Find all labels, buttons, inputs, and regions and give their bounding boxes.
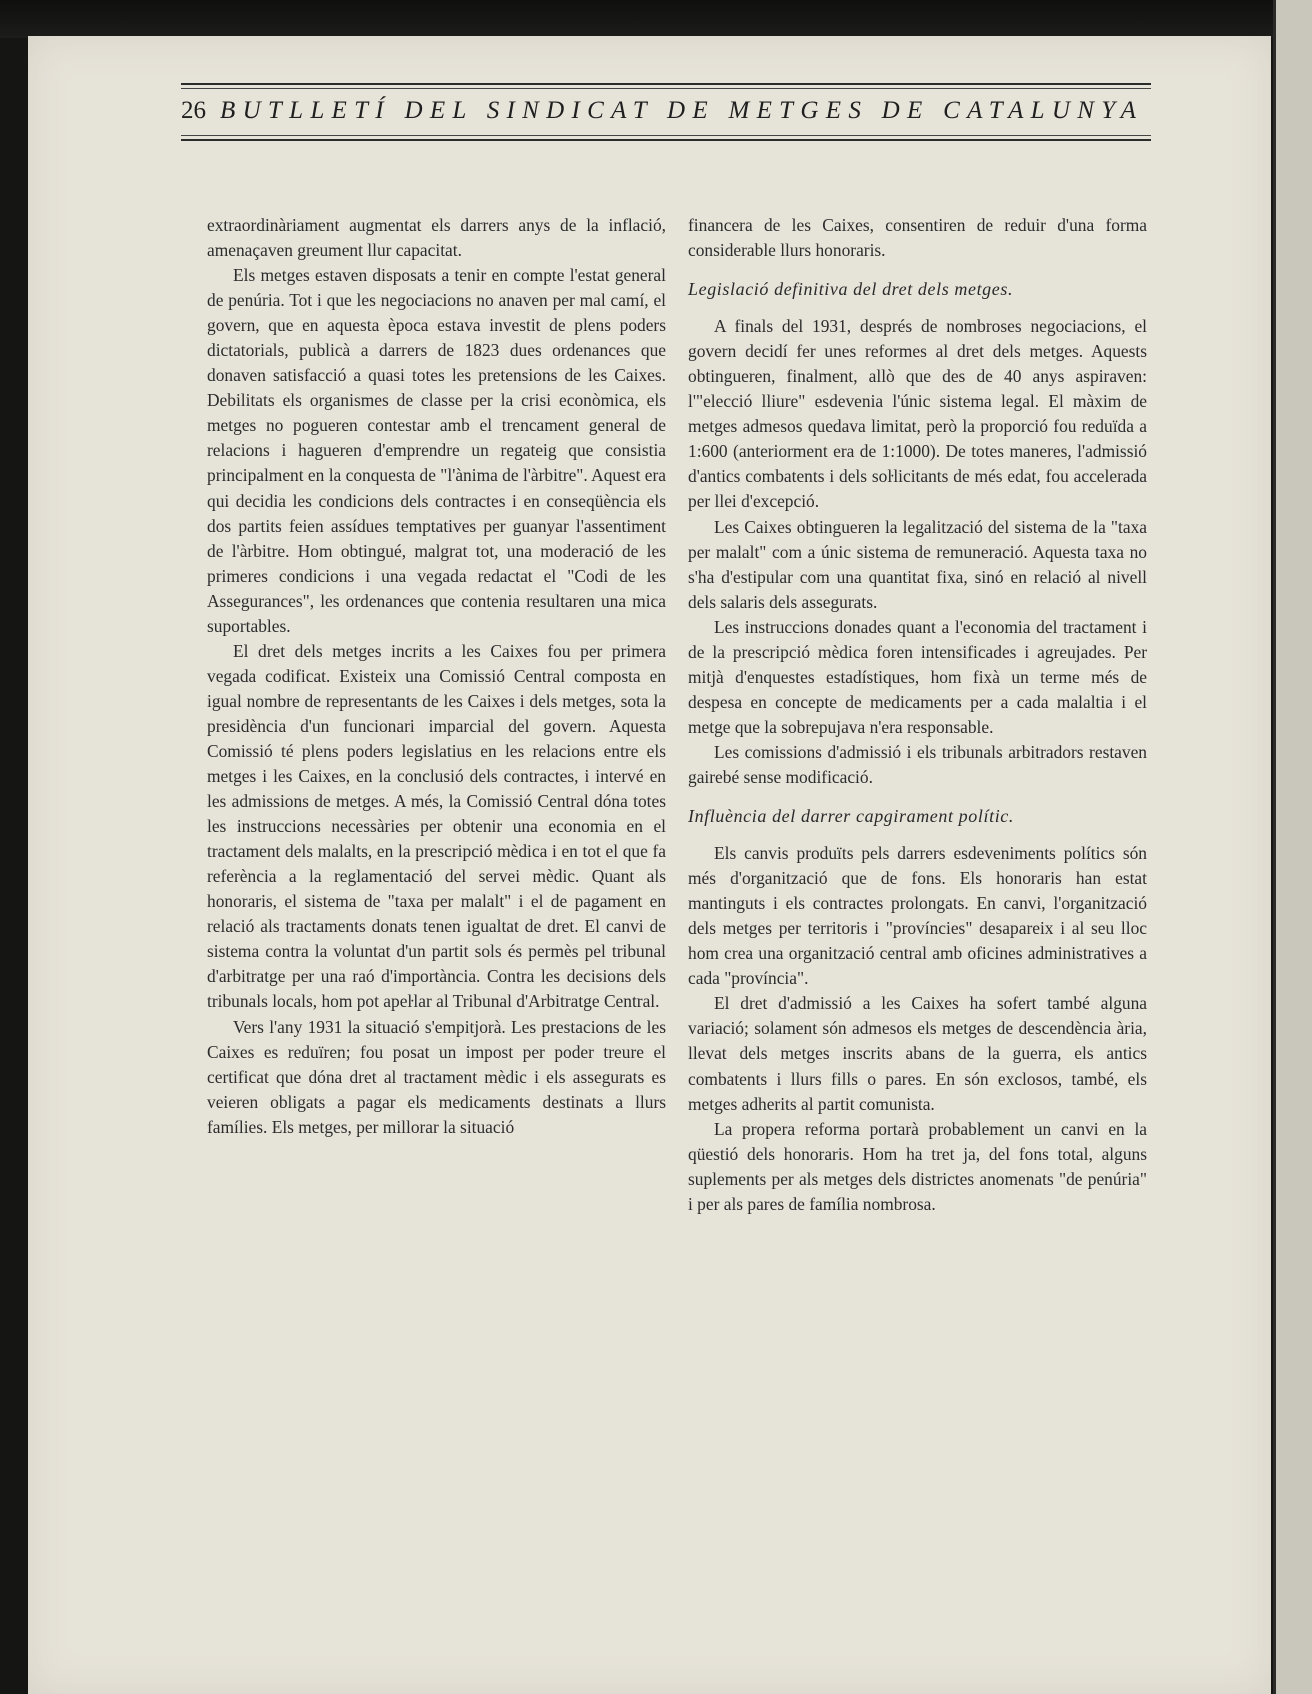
section-heading: Influència del darrer capgirament polític.: [688, 806, 1014, 827]
right-column: [688, 213, 1147, 1217]
page-header: [181, 83, 1151, 141]
header-rules-bottom: [181, 135, 1151, 141]
body-paragraph: El dret d'admissió a les Caixes ha sofert també alguna variació; solament són admesos els metges de descendència ària, llevat dels metges inscrits abans de la guerra, els antics combatents i llurs fills o pares. En són exclosos, també, els metges adherits al partit comunista.: [688, 993, 1147, 1114]
header-line: [181, 97, 1151, 127]
body-paragraph: Vers l'any 1931 la situació s'empitjorà. Les prestacions de les Caixes es reduïren; fou posat un impost per poder treure el certificat que dóna dret al tractament mèdic i els assegurats es veieren obligats a pagar els medicaments destinats a llurs famílies. Els metges, per millorar la situació: [207, 1016, 666, 1137]
running-title: BUTLLETÍ DEL SINDICAT DE METGES DE CATALUNYA: [220, 97, 1144, 124]
body-paragraph: Les comissions d'admissió i els tribunals arbitradors restaven gairebé sense modificació.: [688, 741, 1147, 787]
body-paragraph: La propera reforma portarà probablement un canvi en la qüestió dels honoraris. Hom ha tret ja, del fons total, alguns suplements per als metges dels districtes anomenats "de penúria" i per als pares de família nombrosa.: [688, 1118, 1147, 1214]
header-rule: [181, 139, 1151, 141]
body-paragraph: Les Caixes obtingueren la legalització del sistema de la "taxa per malalt" com a únic sistema de remuneració. Aquesta taxa no s'ha d'estipular com una quantitat fixa, sinó en relació al nivell dels salaris dels assegurats.: [688, 516, 1147, 612]
scan-background-top: [0, 0, 1312, 38]
header-rule: [181, 135, 1151, 136]
section-heading: Legislació definitiva del dret dels metges.: [688, 279, 1014, 300]
header-rule: [181, 88, 1151, 89]
body-paragraph: extraordinàriament augmentat els darrers anys de la inflació, amenaçaven greument llur capacitat.: [207, 215, 666, 261]
page-number: 26: [181, 97, 206, 124]
body-paragraph: financera de les Caixes, consentiren de reduir d'una forma considerable llurs honoraris.: [688, 215, 1147, 261]
body-paragraph: A finals del 1931, després de nombroses negociacions, el govern decidí fer unes reformes al dret dels metges. Aquests obtingueren, finalment, allò que des de 40 anys aspiraven: l'"elecció lliure" esdevenia l'únic sistema legal. El màxim de metges admesos quedava limitat, però la proporció fou reduïda a 1:600 (anteriorment era de 1:1000). De totes maneres, l'admissió d'antics combatents i dels soŀlicitants de més edat, fou accelerada per llei d'excepció.: [688, 316, 1147, 512]
body-paragraph: El dret dels metges incrits a les Caixes fou per primera vegada codificat. Existeix una Comissió Central composta en igual nombre de representants de les Caixes i dels metges, sota la presidència d'un funcionari imparcial del govern. Aquesta Comissió té plens poders legislatius en les relacions entre els metges i les Caixes, en la conclusió dels contractes, i intervé en les admissions de metges. A més, la Comissió Central dóna totes les instruccions necessàries per obtenir una economia en el tractament dels malalts, en la prescripció mèdica i en tot el que fa referència a la reglamentació del servei mèdic. Quant als honoraris, el sistema de "taxa per malalt" i el de pagament en relació als tractaments donats tenen igualtat de dret. El canvi de sistema contra la voluntat d'un partit sols és permès pel tribunal d'arbitratge per una raó d'importància. Contra les decisions dels tribunals locals, hom pot apeŀlar al Tribunal d'Arbitratge Central.: [207, 640, 666, 1012]
body-paragraph: Els canvis produïts pels darrers esdeveniments polítics són més d'organització que de fons. Els honoraris han estat mantinguts i els contractes prolongats. En canvi, l'organització dels metges per territoris i "províncies" desapareix i al seu lloc hom crea una organització central amb oficines administratives a cada "província".: [688, 843, 1147, 989]
header-rule: [181, 83, 1151, 85]
scan-next-page-edge: [1273, 0, 1312, 1694]
header-rules-top: [181, 83, 1151, 89]
body-paragraph: Les instruccions donades quant a l'economia del tractament i de la prescripció mèdica foren intensificades i agreujades. Per mitjà d'enquestes estadístiques, hom fixà un terme més de despesa en concepte de medicaments per a cada malaltia i el metge que la sobrepujava n'era responsable.: [688, 616, 1147, 737]
left-column: [207, 213, 666, 1140]
body-paragraph: Els metges estaven disposats a tenir en compte l'estat general de penúria. Tot i que les negociacions no anaven per mal camí, el govern, que en aquesta època estava investit de plens poders dictatorials, publicà a darrers de 1823 dues ordenances que donaven satisfacció a quasi totes les pretensions de les Caixes. Debilitats els organismes de classe per la crisi econòmica, els metges no pogueren contestar amb el trencament general de relacions i hagueren d'emprendre un regateig que consistia principalment en la conquesta de "l'ànima de l'àrbitre". Aquest era qui decidia les condicions dels contractes i en conseqüència els dos partits feien assídues temptatives per guanyar l'assentiment de l'àrbitre. Hom obtingué, malgrat tot, una moderació de les primeres condicions i una vegada redactat el "Codi de les Assegurances", les ordenances que contenia resultaren una mica suportables.: [207, 265, 666, 636]
